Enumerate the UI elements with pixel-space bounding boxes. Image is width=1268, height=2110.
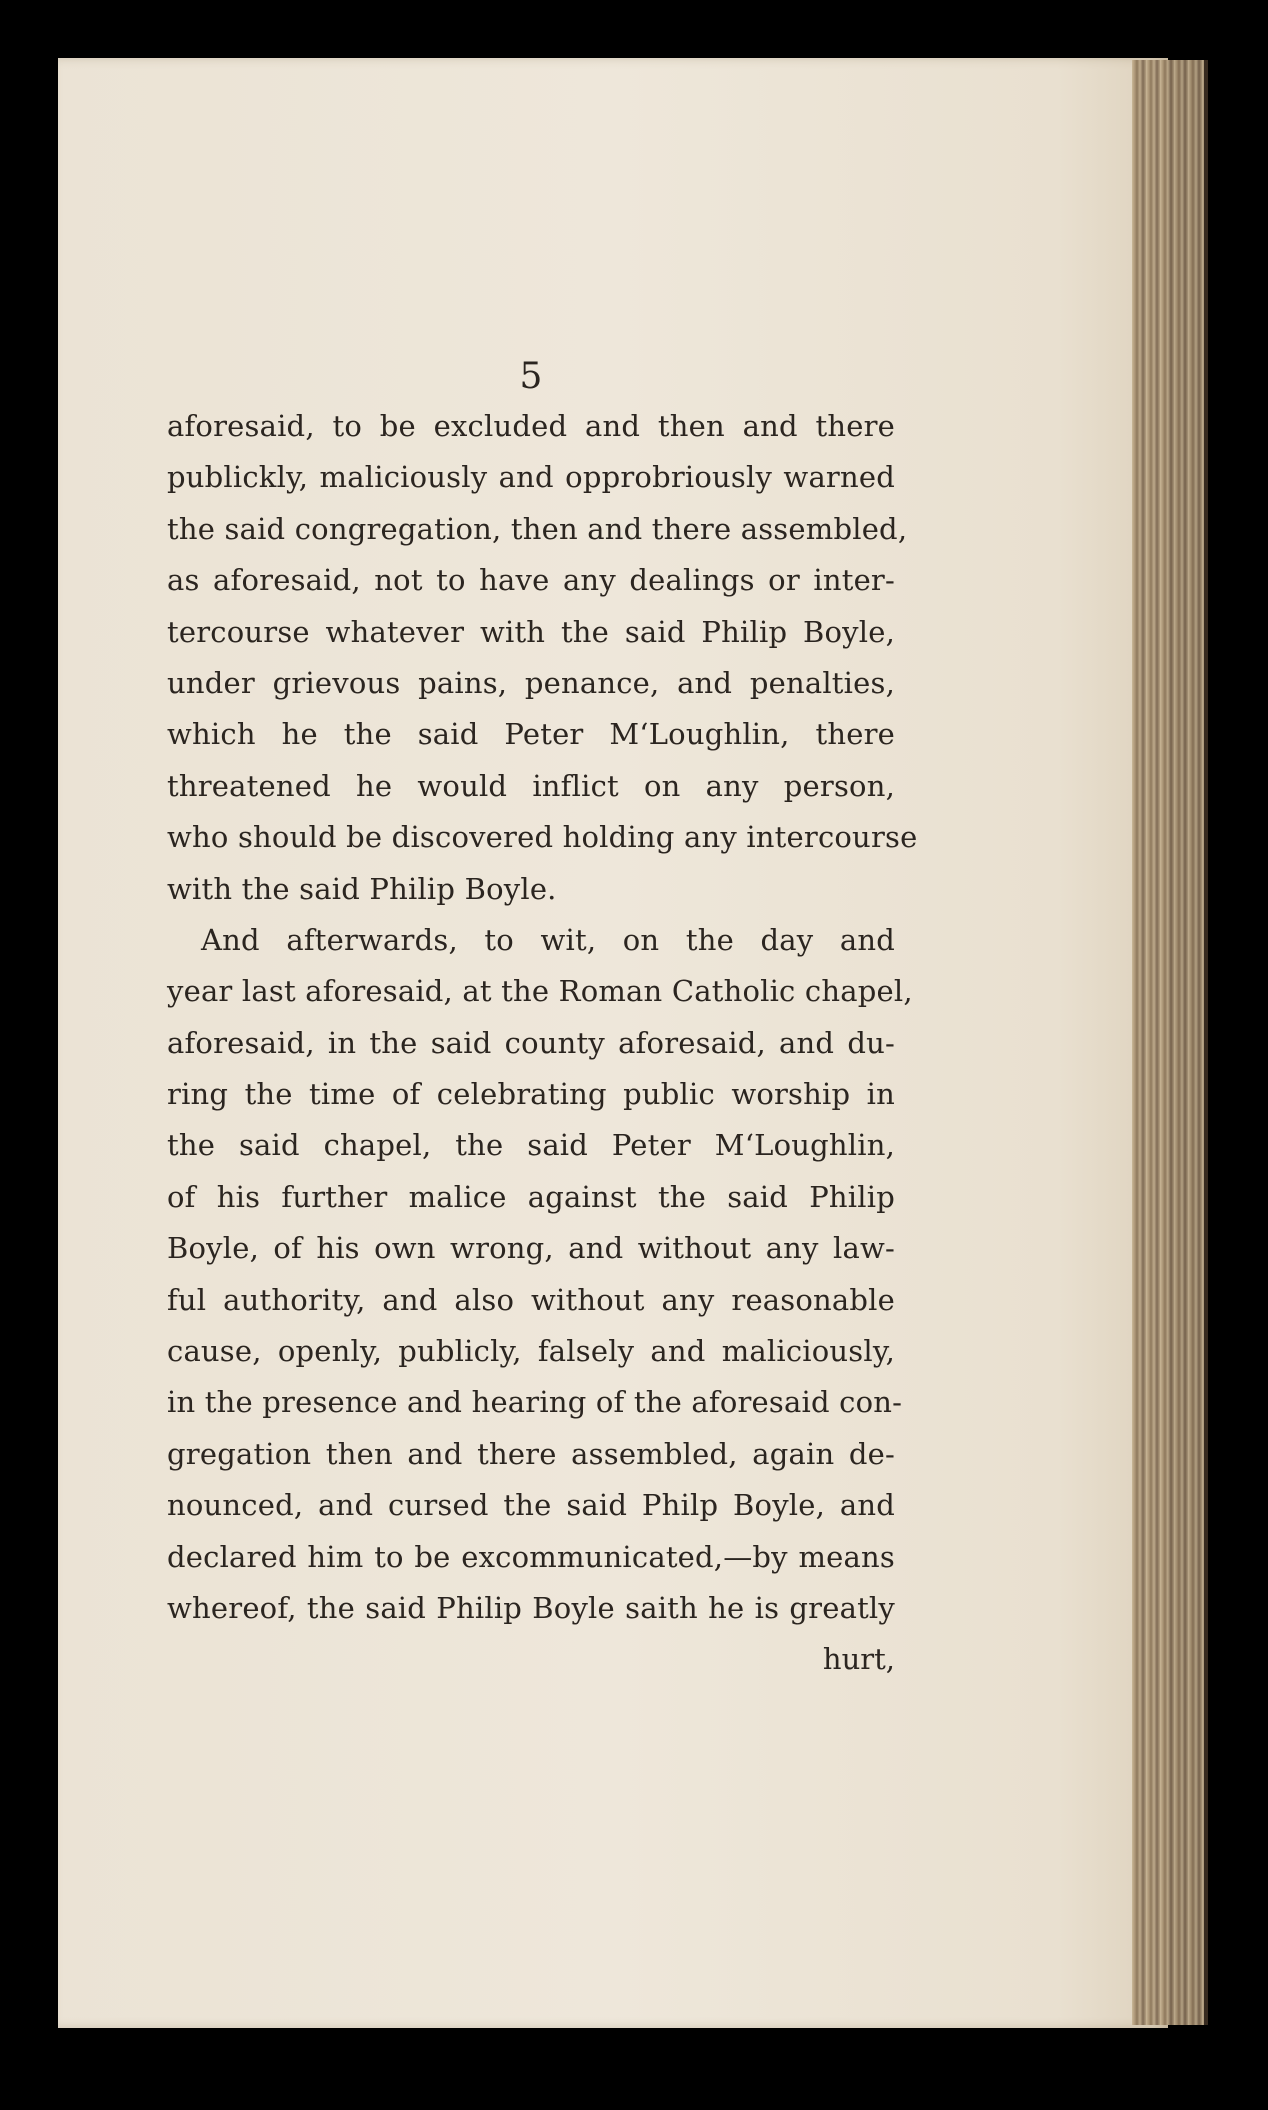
text-line: aforesaid, in the said county aforesaid, and du- — [167, 1025, 895, 1060]
text-line: year last aforesaid, at the Roman Catholic chapel, — [167, 974, 913, 1009]
page-number: 5 — [519, 356, 543, 397]
text-line: declared him to be excommunicated,—by means — [167, 1539, 895, 1574]
text-line: gregation then and there assembled, again de- — [167, 1436, 895, 1471]
text-line: who should be discovered holding any intercourse — [167, 820, 918, 855]
text-line: tercourse whatever with the said Philip Boyle, — [167, 614, 895, 649]
text-line: publickly, maliciously and opprobriously warned — [167, 460, 895, 495]
text-line: in the presence and hearing of the aforesaid con- — [167, 1385, 903, 1420]
catchword: hurt, — [822, 1642, 895, 1677]
text-line: ring the time of celebrating public worship in — [167, 1077, 895, 1112]
text-line: of his further malice against the said Philip — [167, 1179, 895, 1214]
text-line: as aforesaid, not to have any dealings or inter- — [167, 563, 895, 598]
text-line: ful authority, and also without any reasonable — [167, 1282, 895, 1317]
text-line: under grievous pains, penance, and penalties, — [167, 665, 895, 700]
text-line: nounced, and cursed the said Philp Boyle, and — [167, 1488, 895, 1523]
text-line: And afterwards, to wit, on the day and — [201, 922, 895, 957]
text-line: Boyle, of his own wrong, and without any law- — [167, 1231, 895, 1266]
text-line: threatened he would inflict on any person, — [167, 768, 895, 803]
text-block — [167, 355, 918, 1685]
text-line: with the said Philip Boyle. — [167, 871, 557, 906]
text-line: the said congregation, then and there assembled, — [167, 511, 908, 546]
text-line: whereof, the said Philip Boyle saith he is greatly — [167, 1590, 895, 1625]
text-line: aforesaid, to be excluded and then and there — [167, 409, 895, 443]
text-line: cause, openly, publicly, falsely and maliciously, — [167, 1334, 895, 1369]
text-line: the said chapel, the said Peter M‘Loughlin, — [167, 1128, 895, 1163]
text-line: which he the said Peter M‘Loughlin, there — [167, 717, 895, 752]
page-edges — [1132, 60, 1208, 2025]
